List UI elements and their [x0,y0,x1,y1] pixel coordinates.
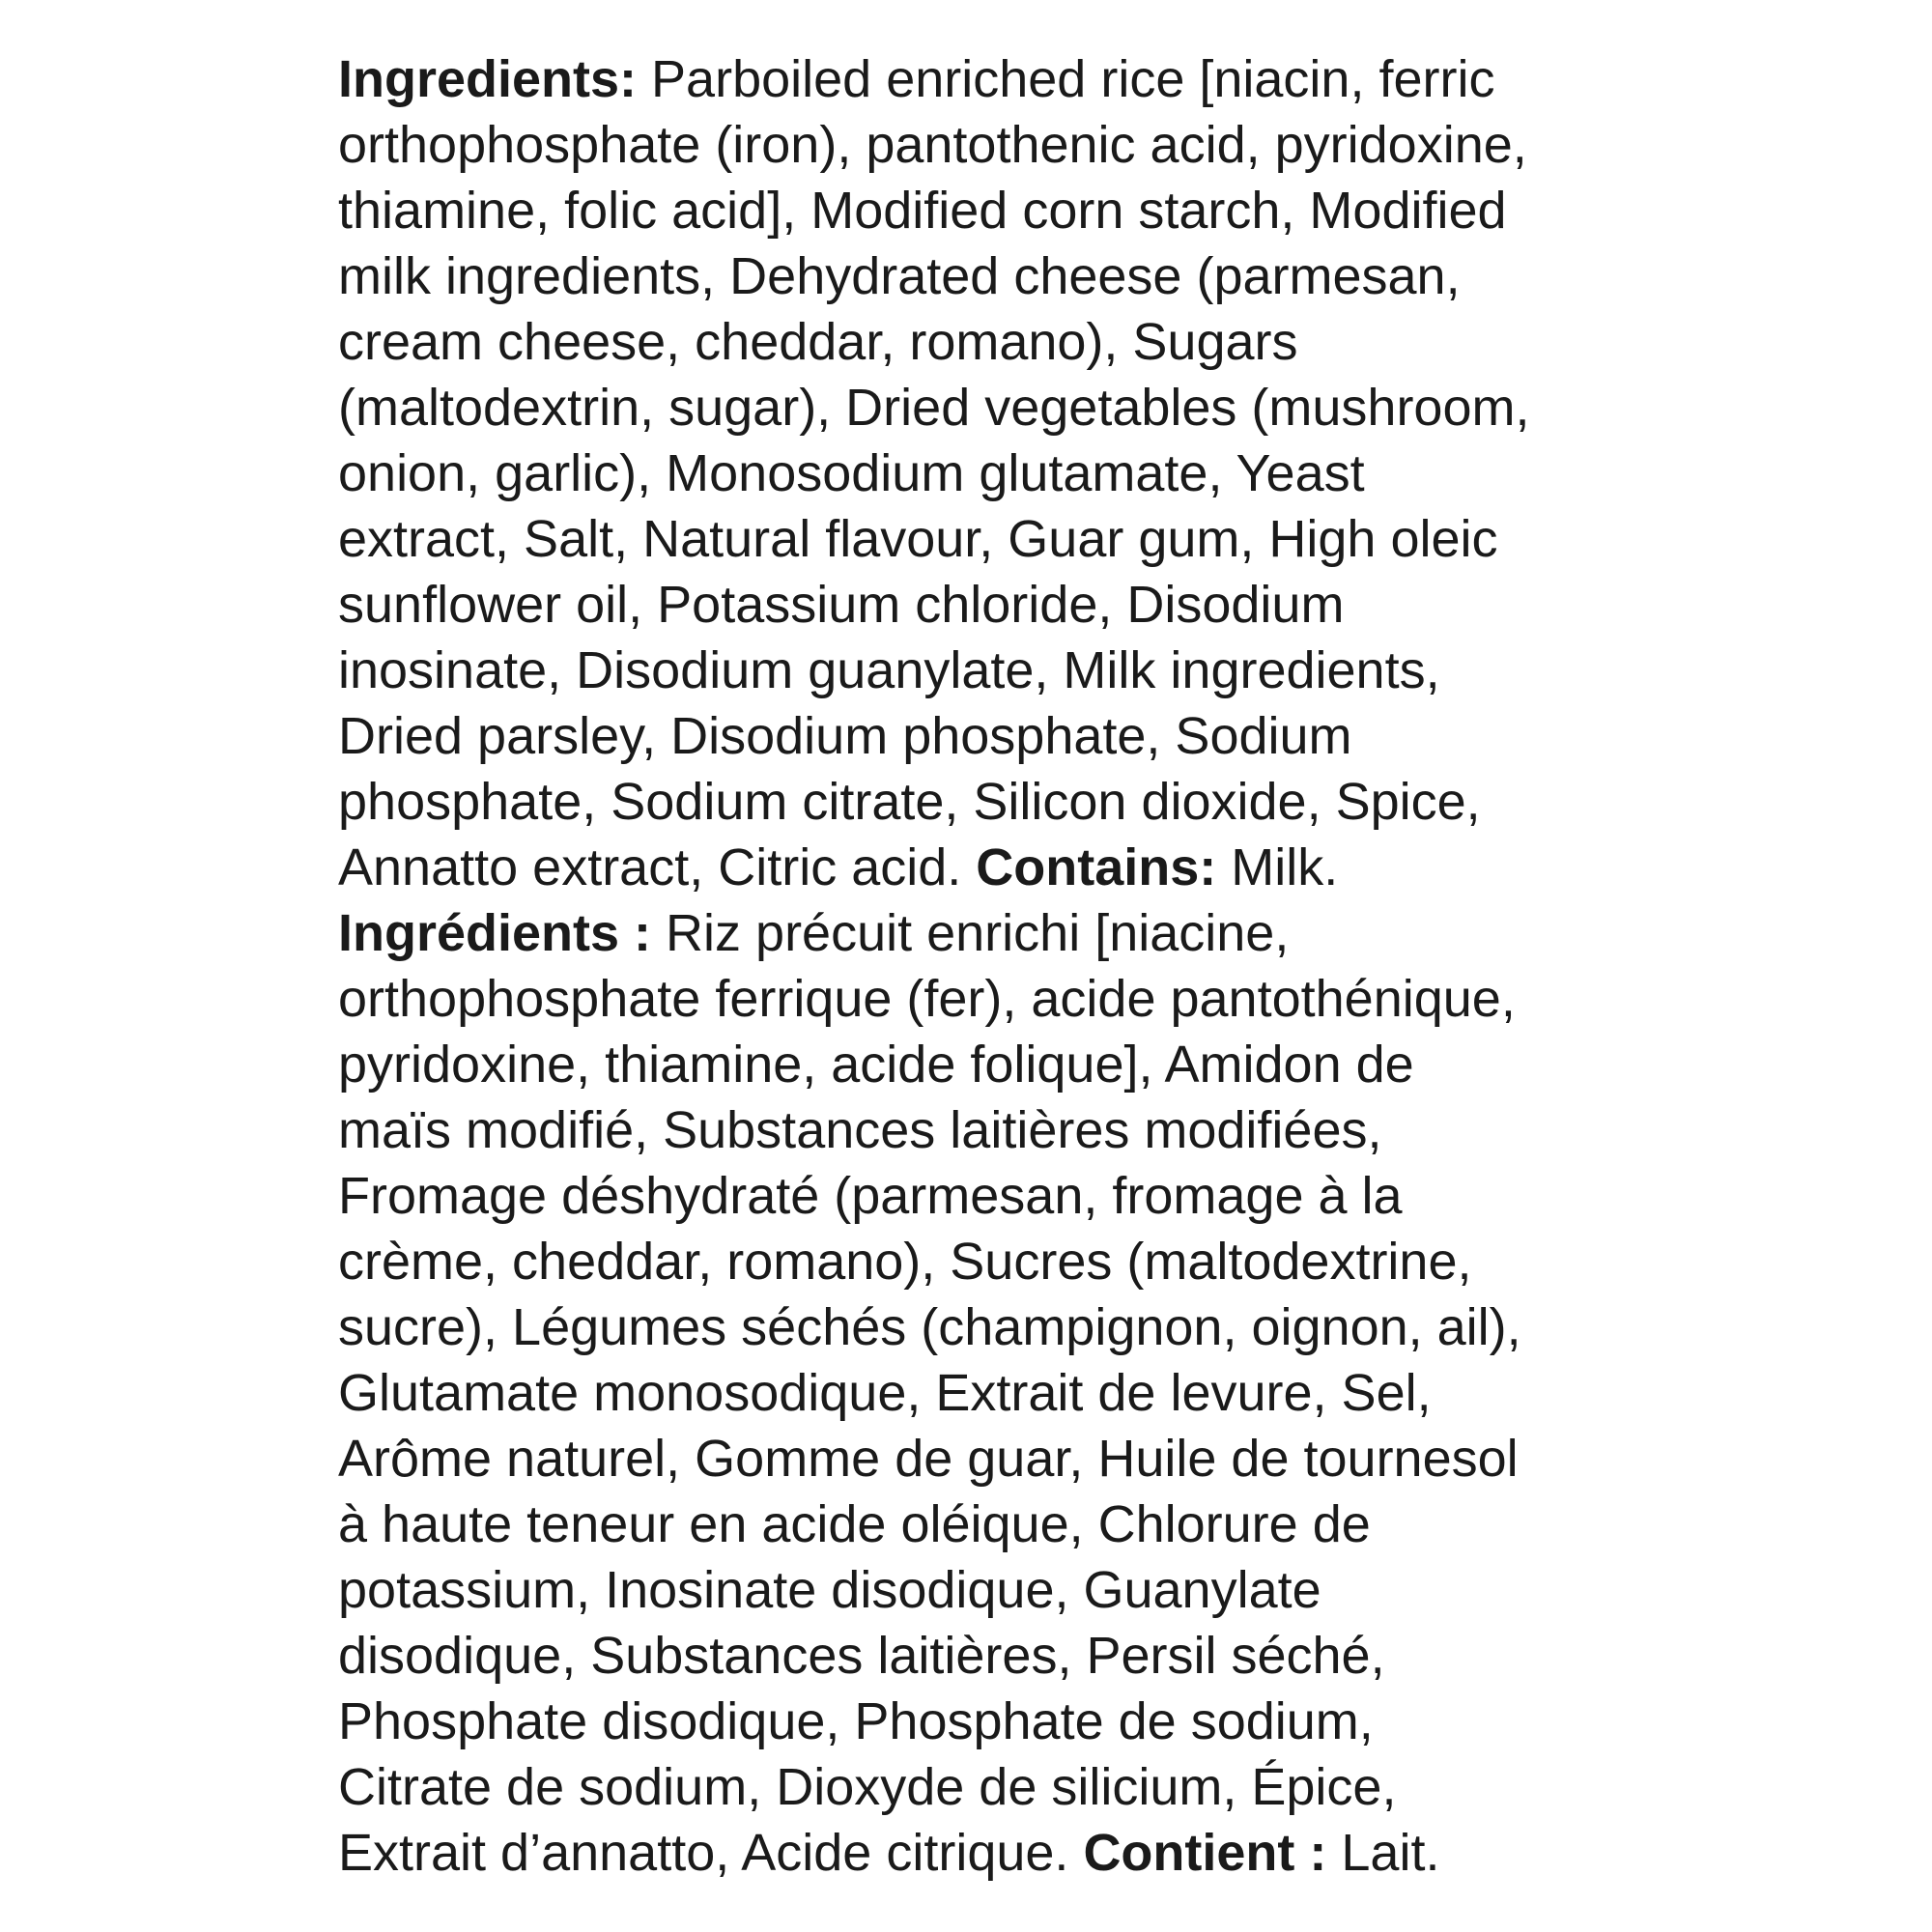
french-line-8: Glutamate monosodique, Extrait de levure, Sel, [338,1364,1432,1422]
english-line-7: onion, garlic), Monosodium glutamate, Yeast [338,444,1365,502]
french-line-10: à haute teneur en acide oléique, Chlorure de [338,1495,1371,1553]
english-contains-heading: Contains: [976,838,1217,896]
french-line-13: Phosphate disodique, Phosphate de sodium, [338,1692,1374,1750]
french-line-6: crème, cheddar, romano), Sucres (maltodextrine, [338,1233,1472,1291]
french-line-1 [338,900,1633,966]
english-line-9: sunflower oil, Potassium chloride, Disodium [338,576,1345,634]
french-line-4: maïs modifié, Substances laitières modifiées, [338,1101,1382,1159]
english-contains-value: Milk. [1216,838,1339,896]
ingredient-label [338,46,1633,1886]
french-line-11: potassium, Inosinate disodique, Guanylate [338,1561,1321,1619]
french-line-7: sucre), Légumes séchés (champignon, oignon, ail), [338,1298,1521,1356]
english-line-1 [338,46,1633,112]
french-line-15-text: Extrait d’annatto, Acide citrique. [338,1824,1084,1882]
english-line-3: thiamine, folic acid], Modified corn starch, Modified [338,182,1507,240]
english-line-6: (maltodextrin, sugar), Dried vegetables (mushroom, [338,379,1530,437]
french-line-1-text: Riz précuit enrichi [niacine, [651,904,1290,962]
english-line-5: cream cheese, cheddar, romano), Sugars [338,313,1298,371]
english-line-8: extract, Salt, Natural flavour, Guar gum, High oleic [338,510,1498,568]
french-line-9: Arôme naturel, Gomme de guar, Huile de tournesol [338,1430,1519,1488]
french-line-2: orthophosphate ferrique (fer), acide pantothénique, [338,970,1516,1028]
english-line-11: Dried parsley, Disodium phosphate, Sodium [338,707,1352,765]
french-line-3: pyridoxine, thiamine, acide folique], Amidon de [338,1036,1414,1094]
french-line-12: disodique, Substances laitières, Persil séché, [338,1627,1385,1685]
english-ingredients-block [338,46,1633,900]
french-ingredients-heading: Ingrédients : [338,904,652,962]
french-contains-heading: Contient : [1083,1824,1327,1882]
english-line-2: orthophosphate (iron), pantothenic acid, pyridoxine, [338,116,1527,174]
english-ingredients-heading: Ingredients: [338,50,638,108]
french-line-5: Fromage déshydraté (parmesan, fromage à la [338,1167,1403,1225]
french-contains-value: Lait. [1326,1824,1440,1882]
french-line-14: Citrate de sodium, Dioxyde de silicium, Épice, [338,1758,1397,1816]
english-line-13 [338,835,1633,900]
english-line-10: inosinate, Disodium guanylate, Milk ingredients, [338,641,1440,699]
french-line-15 [338,1820,1633,1886]
english-line-12: phosphate, Sodium citrate, Silicon dioxide, Spice, [338,773,1481,831]
english-line-4: milk ingredients, Dehydrated cheese (parmesan, [338,247,1461,305]
english-line-13-text: Annatto extract, Citric acid. [338,838,977,896]
french-ingredients-block [338,900,1633,1886]
english-line-1-text: Parboiled enriched rice [niacin, ferric [637,50,1495,108]
